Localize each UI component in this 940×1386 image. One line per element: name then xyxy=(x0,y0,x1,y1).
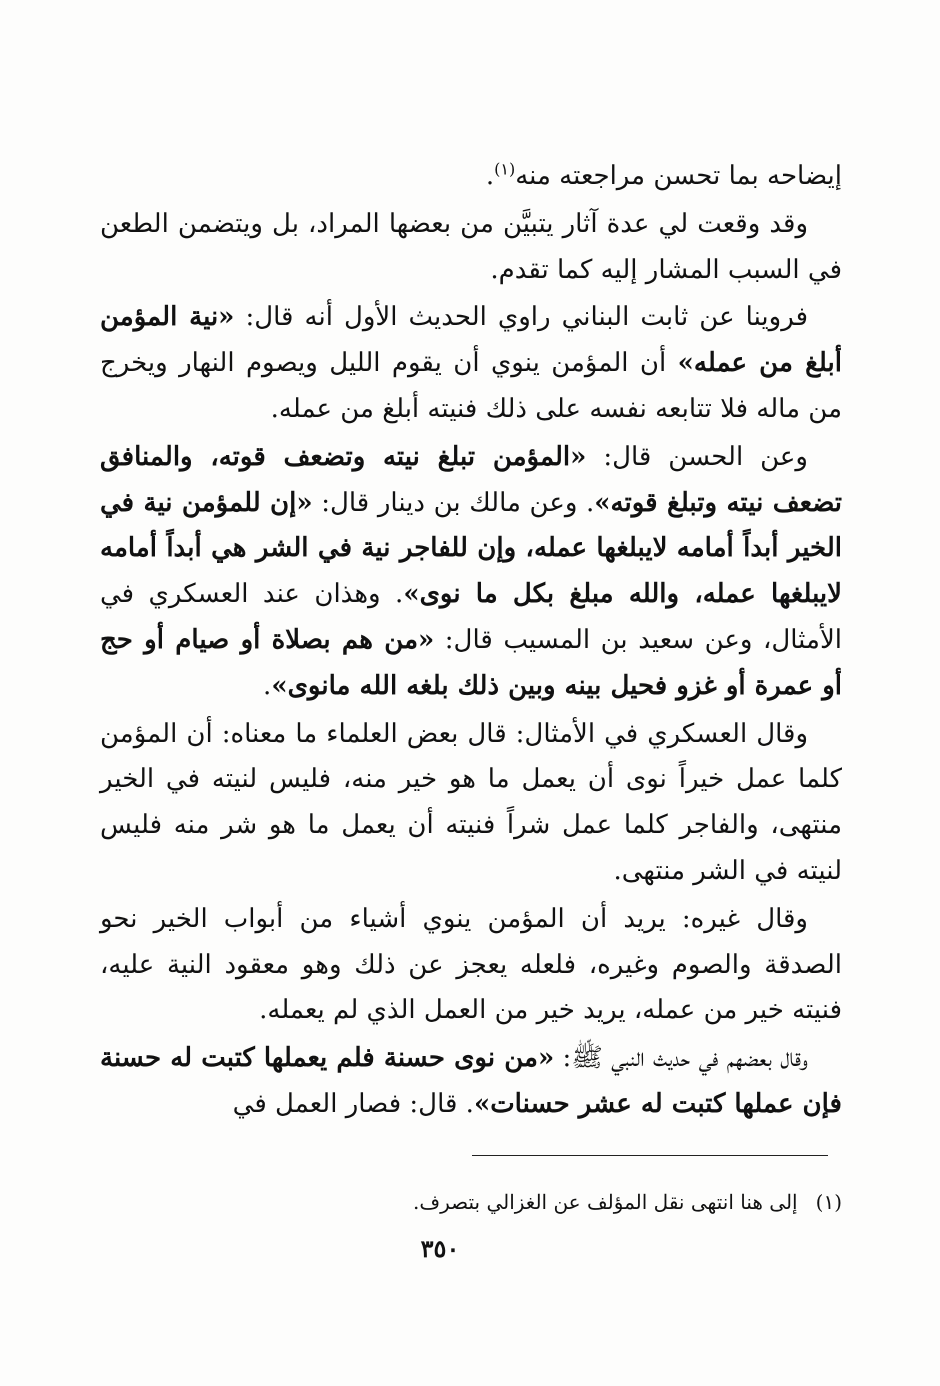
text-run: وعن الحسن قال: xyxy=(586,441,808,472)
paragraph xyxy=(100,1036,842,1128)
text-run: وقال بعضهم في حديث النبي ﷺ: xyxy=(554,1043,808,1074)
footnote-text: إلى هنا انتهى نقل المؤلف عن الغزالي بتصرف. xyxy=(413,1190,798,1214)
text-run: أن المؤمن ينوي أن يقوم الليل ويصوم النهار ويخرج من ماله فلا تتابعه نفسه على ذلك فنيته أبلغ من عمله. xyxy=(100,348,842,424)
page-number: ٣٥٠ xyxy=(420,1234,460,1263)
paragraph xyxy=(100,435,842,710)
quotation-bold: «المؤمن تبلغ نيته وتضعف قوته، والمنافق تضعف نيته وتبلغ قوته» xyxy=(100,441,842,518)
quotation-bold: «إن للمؤمن نية في الخير أبداً أمامه لايبلغها عمله، وإن للفاجر نية في الشر هي أبداً أمامه لايبلغها عمله، والله مبلغ بكل ما نوى» xyxy=(100,487,842,610)
text-run: . xyxy=(263,670,272,701)
paragraph xyxy=(100,295,842,432)
footnote-separator xyxy=(472,1155,828,1156)
paragraph xyxy=(100,202,842,294)
text-run: إيضاحه بما تحسن مراجعته منه xyxy=(515,161,842,191)
footnote xyxy=(100,1188,842,1216)
text-run: . وهذان عند العسكري في الأمثال، وعن سعيد بن المسيب قال: xyxy=(100,579,842,655)
text-run: فروينا عن ثابت البناني راوي الحديث الأول أنه قال: xyxy=(234,302,808,333)
quotation-bold: «من هم بصلاة أو صيام أو حج أو عمرة أو غزو فحيل بينه وبين ذلك بلغه الله مانوى» xyxy=(100,624,842,701)
text-run: وقال غيره: يريد أن المؤمن ينوي أشياء من أبواب الخير نحو الصدقة والصوم وغيره، فلعله يعجز عن ذلك وهو معقود النية عليه، فنيته خير من عمله، يريد خير من العمل الذي لم يعمله. xyxy=(100,903,842,1026)
footnote-number: (١) xyxy=(815,1190,842,1214)
quotation-bold: «من نوى حسنة فلم يعملها كتبت له حسنة فإن عملها كتبت له عشر حسنات» xyxy=(100,1043,842,1119)
paragraph xyxy=(100,712,842,895)
text-run: . قال: فصار العمل في xyxy=(232,1088,474,1119)
body-text xyxy=(100,154,842,1128)
paragraph xyxy=(100,897,842,1034)
footnote-reference: (١) xyxy=(494,159,516,179)
text-run: وقد وقعت لي عدة آثار يتبيَّن من بعضها المراد، بل ويتضمن الطعن في السبب المشار إليه كما تقدم. xyxy=(100,208,842,285)
paragraph xyxy=(100,154,842,200)
quotation-bold: «نية المؤمن أبلغ من عمله» xyxy=(100,302,842,379)
text-run: وقال العسكري في الأمثال: قال بعض العلماء ما معناه: أن المؤمن كلما عمل خيراً نوى أن يعمل ما هو خير منه، فليس لنيته في الخير منتهى، والفاجر كلما عمل شراً فنيته أن يعمل ما هو شر منه فليس لنيته في الشر منتهى. xyxy=(100,718,842,886)
text-run: . xyxy=(485,161,495,191)
text-run: . وعن مالك بن دينار قال: xyxy=(312,487,595,518)
